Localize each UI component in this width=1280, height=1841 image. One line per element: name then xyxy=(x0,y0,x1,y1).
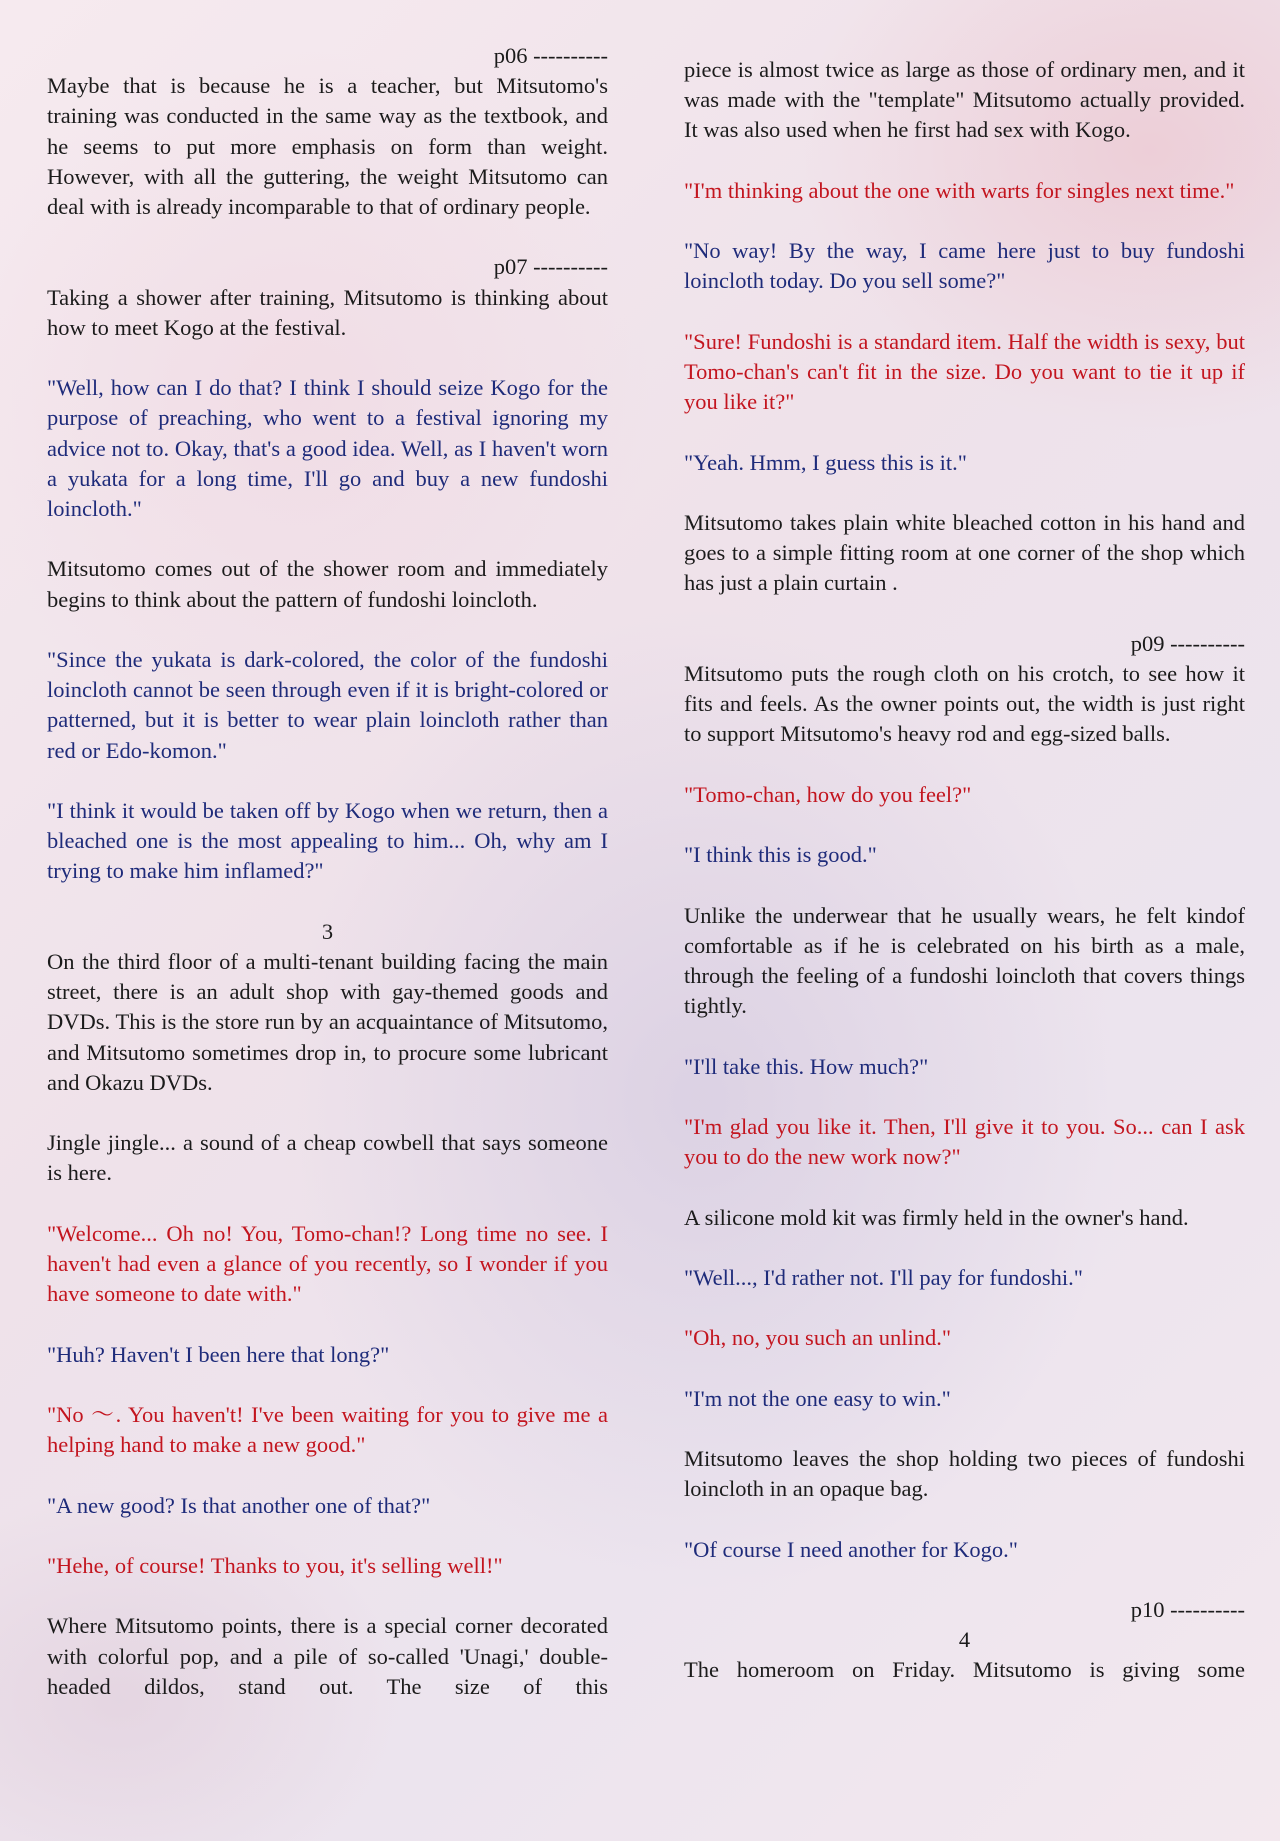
narration-paragraph: Taking a shower after training, Mitsutomo is thinking about how to meet Kogo at the festival. xyxy=(47,284,608,340)
dialogue-mitsutomo: "I think this is good." xyxy=(684,842,877,868)
narration-paragraph: Where Mitsutomo points, there is a special corner decorated with colorful pop, and a pile of so-called 'Unagi,' double-headed dildos, stand out. The size of this xyxy=(47,1613,608,1699)
narration-paragraph: The homeroom on Friday. Mitsutomo is giving some xyxy=(684,1657,1245,1683)
dialogue-shop-owner: "Tomo-chan, how do you feel?" xyxy=(684,781,972,807)
narration-paragraph: piece is almost twice as large as those of ordinary men, and it was made with the "template" Mitsutomo actually provided. It was also used when he first had sex with Kogo. xyxy=(684,57,1245,143)
section-number: 4 xyxy=(958,1627,971,1653)
narration-paragraph: Mitsutomo comes out of the shower room and immediately begins to think about the pattern of fundoshi loincloth. xyxy=(47,556,608,612)
dialogue-shop-owner: "Sure! Fundoshi is a standard item. Half the width is sexy, but Tomo-chan's can't fit in the size. Do you want to tie it up if you like it?" xyxy=(684,328,1245,415)
right-column xyxy=(684,55,1245,1686)
dialogue-mitsutomo: "Yeah. Hmm, I guess this is it." xyxy=(684,449,967,475)
dialogue-mitsutomo: "No way! By the way, I came here just to buy fundoshi loincloth today. Do you sell some?" xyxy=(684,238,1245,294)
page-marker: p10 ---------- xyxy=(1130,1597,1245,1623)
dialogue-mitsutomo: "I'm not the one easy to win." xyxy=(684,1385,951,1411)
dialogue-mitsutomo: "Of course I need another for Kogo." xyxy=(684,1536,1018,1562)
dialogue-shop-owner: "I'm glad you like it. Then, I'll give it to you. So... can I ask you to do the new work now?" xyxy=(684,1113,1245,1170)
narration-paragraph: Jingle jingle... a sound of a cheap cowbell that says someone is here. xyxy=(47,1130,608,1186)
narration-paragraph: Unlike the underwear that he usually wears, he felt kindof comfortable as if he is celebrated on his birth as a male, through the feeling of a fundoshi loincloth that covers things tightly. xyxy=(684,902,1245,1019)
narration-paragraph: Mitsutomo takes plain white bleached cotton in his hand and goes to a simple fitting room at one corner of the shop which has just a plain curtain . xyxy=(684,509,1245,596)
narration-paragraph: Maybe that is because he is a teacher, but Mitsutomo's training was conducted in the same way as the textbook, and he seems to put more emphasis on form than weight. However, with all the guttering, the weight Mitsutomo can deal with is already incomparable to that of ordinary people. xyxy=(47,73,608,220)
page-marker: p07 ---------- xyxy=(493,254,608,280)
left-column xyxy=(47,41,608,1702)
narration-paragraph: Mitsutomo leaves the shop holding two pieces of fundoshi loincloth in an opaque bag. xyxy=(684,1446,1245,1502)
section-number: 3 xyxy=(321,918,334,944)
page-marker: p09 ---------- xyxy=(1130,630,1245,656)
dialogue-mitsutomo: "I think it would be taken off by Kogo when we return, then a bleached one is the most appealing to him... Oh, why am I trying to make him inflamed?" xyxy=(47,798,608,884)
dialogue-mitsutomo: "A new good? Is that another one of that?" xyxy=(47,1492,431,1518)
narration-paragraph: Mitsutomo puts the rough cloth on his crotch, to see how it fits and feels. As the owner points out, the width is just right to support Mitsutomo's heavy rod and egg-sized balls. xyxy=(684,660,1245,747)
dialogue-shop-owner: "Oh, no, you such an unlind." xyxy=(684,1325,952,1351)
narration-paragraph: A silicone mold kit was firmly held in the owner's hand. xyxy=(684,1204,1189,1230)
dialogue-mitsutomo: "Since the yukata is dark-colored, the color of the fundoshi loincloth cannot be seen through even if it is bright-colored or patterned, but it is better to wear plain loincloth rather than red or Edo-komon." xyxy=(47,647,608,763)
dialogue-mitsutomo: "Well, how can I do that? I think I should seize Kogo for the purpose of preaching, who went to a festival ignoring my advice not to. Okay, that's a good idea. Well, as I haven't worn a yukata for a long time, I'll go and buy a new fundoshi loincloth." xyxy=(47,375,608,522)
dialogue-mitsutomo: "I'll take this. How much?" xyxy=(684,1053,929,1079)
dialogue-shop-owner: "No ～. You haven't! I've been waiting for you to give me a helping hand to make a new good." xyxy=(47,1401,608,1458)
dialogue-shop-owner: "Welcome... Oh no! You, Tomo-chan!? Long time no see. I haven't had even a glance of you recently, so I wonder if you have someone to date with." xyxy=(47,1220,608,1307)
dialogue-mitsutomo: "Well..., I'd rather not. I'll pay for fundoshi." xyxy=(684,1264,1083,1290)
dialogue-mitsutomo: "Huh? Haven't I been here that long?" xyxy=(47,1341,390,1367)
dialogue-shop-owner: "Hehe, of course! Thanks to you, it's selling well!" xyxy=(47,1552,503,1578)
page-marker: p06 ---------- xyxy=(493,43,608,68)
narration-paragraph: On the third floor of a multi-tenant building facing the main street, there is an adult shop with gay-themed goods and DVDs. This is the store run by an acquaintance of Mitsutomo, and Mitsutomo sometimes drop in, to procure some lubricant and Okazu DVDs. xyxy=(47,949,608,1095)
dialogue-shop-owner: "I'm thinking about the one with warts for singles next time." xyxy=(684,177,1235,203)
